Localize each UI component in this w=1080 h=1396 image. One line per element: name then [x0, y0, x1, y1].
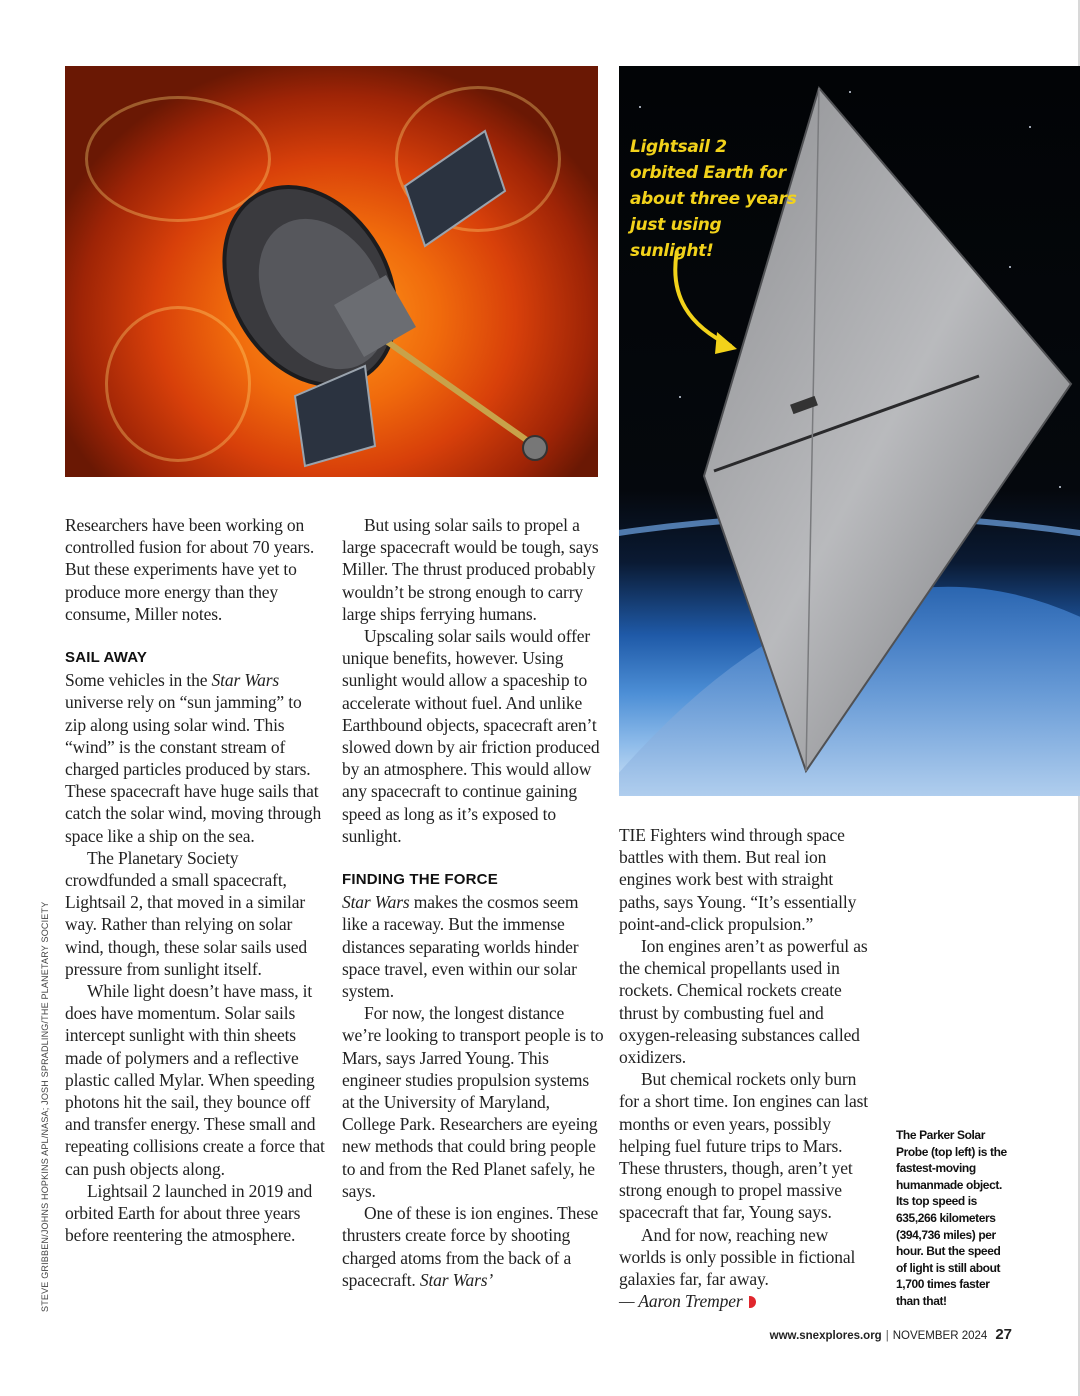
col2-paragraph-2: Upscaling solar sails would offer unique benefits, however. Using sunlight would allow a spaceship to accelerate without fuel. And unlike Earthbound objects, spacecraft aren’t slowed down by air friction produced by an atmosphere. This would allow any spacecraft to continue gaining speed as long as it’s exposed to sunlight.: [342, 626, 600, 846]
col3-paragraph-4: And for now, reaching new worlds is only possible in fictional galaxies far, far away.: [619, 1224, 856, 1290]
photo-credit: STEVE GRIBBEN/JOHNS HOPKINS APL/NASA; JOSH SPRADLING/THE PLANETARY SOCIETY: [40, 901, 50, 1312]
end-mark-icon: [749, 1296, 756, 1308]
col3-paragraph-3: But chemical rockets only burn for a short time. Ion engines can last months or even years, possibly helping fuel future trips to Mars. These thrusters, though, aren’t yet strong enough to propel massive spacecraft that far, Young says.: [619, 1069, 868, 1223]
col2-paragraph-1: But using solar sails to propel a large spacecraft would be tough, says Miller. The thrust produced probably wouldn’t be strong enough to carry large ships ferrying humans.: [342, 515, 599, 624]
force-paragraph-3: One of these is ion engines. These thrusters create force by shooting charged atoms from the back of a spacecraft. Star Wars’: [342, 1203, 599, 1290]
column-2: [342, 514, 604, 1291]
sail-paragraph-3: While light doesn’t have mass, it does have momentum. Solar sails intercept sunlight with thin sheets made of polymers and a reflective plastic called Mylar. When speeding photons hit the sail, they bounce off and transfer energy. These small and repeating collisions create a force that can push objects along.: [65, 981, 325, 1179]
lightsail-annotation: Lightsail 2 orbited Earth for about three years just using sunlight!: [630, 137, 797, 261]
page-footer: www.snexplores.org | NOVEMBER 2024 27: [769, 1326, 1012, 1343]
sail-paragraph-2: The Planetary Society crowdfunded a small spacecraft, Lightsail 2, that moved in a similar way. Rather than relying on solar wind, though, these solar sails used pressure from sunlight itself.: [65, 847, 308, 979]
col3-paragraph-1: TIE Fighters wind through space battles with them. But real ion engines work best with straight paths, says Young. “It’s essentially point-and-click propulsion.”: [619, 825, 857, 934]
column-1: [65, 514, 325, 1247]
sail-paragraph-1: Some vehicles in the Star Wars universe rely on “sun jamming” to zip along using solar wind. This “wind” is the constant stream of charged particles produced by stars. These spacecraft have huge sails that catch the solar wind, moving through space like a ship on the sea.: [65, 670, 322, 846]
heading-finding-the-force: FINDING THE FORCE: [342, 871, 498, 889]
photo-caption: The Parker Solar Probe (top left) is the fastest-moving humanmade object. Its top speed is 635,266 kilometers (394,736 miles) per hour. But the speed of light is still about 1,700 times faster than that!: [896, 1128, 1007, 1308]
footer-url[interactable]: www.snexplores.org: [769, 1330, 882, 1342]
sail-paragraph-4: Lightsail 2 launched in 2019 and orbited Earth for about three years before reentering the atmosphere.: [65, 1180, 313, 1246]
col3-paragraph-2: Ion engines aren’t as powerful as the chemical propellants used in rockets. Chemical rockets create thrust by combusting fuel and oxygen-releasing substances called oxidizers.: [619, 936, 868, 1068]
heading-sail-away: SAIL AWAY: [65, 649, 148, 667]
parker-probe-illustration: [65, 66, 598, 477]
intro-paragraph: Researchers have been working on controlled fusion for about 70 years. But these experiments have yet to produce more energy than they consume, Miller notes.: [65, 515, 315, 624]
force-paragraph-1: Star Wars makes the cosmos seem like a raceway. But the immense distances separating worlds hinder space travel, even within our solar system.: [342, 892, 579, 1002]
page-number: 27: [995, 1326, 1012, 1343]
parker-probe-photo: [65, 66, 598, 477]
column-3: [619, 824, 875, 1312]
force-paragraph-2: For now, the longest distance we’re looking to transport people is to Mars, says Jarred Young. This engineer studies propulsion systems at the University of Maryland, College Park. Researchers are eyeing new methods that could bring people to and from the Red Planet safely, he says.: [342, 1003, 604, 1201]
footer-issue: NOVEMBER 2024: [892, 1330, 988, 1342]
byline: — Aaron Tremper: [619, 1290, 875, 1312]
